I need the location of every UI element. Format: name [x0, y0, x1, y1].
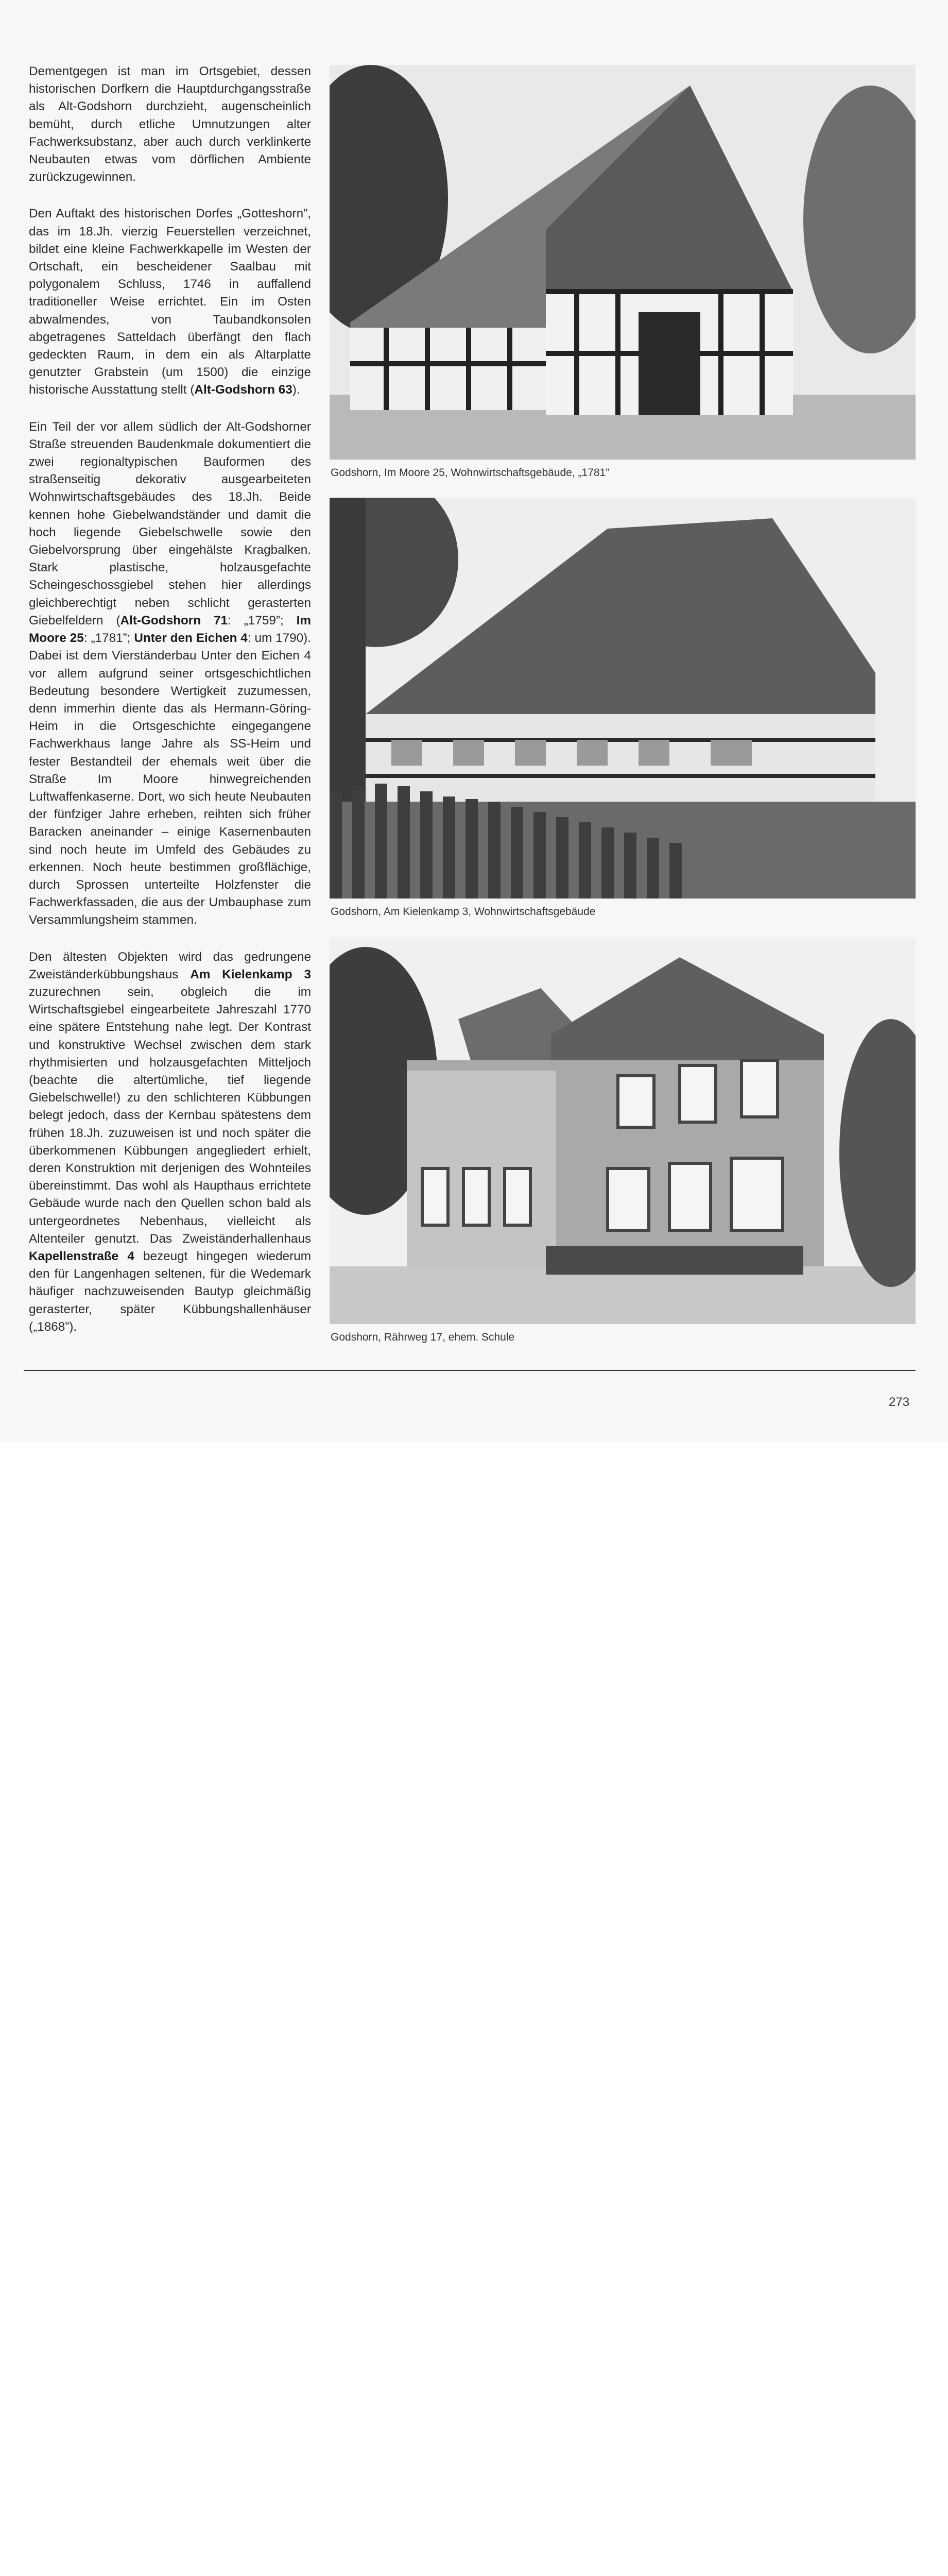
address-alt-godshorn-63: Alt-Godshorn 63 [194, 383, 292, 397]
text-column [29, 63, 311, 1355]
paragraph-3: Ein Teil der vor allem südlich der Alt-Godshorner Straße streuenden Baudenkmale dokumentiert die zwei regionaltypischen Bauformen des straßenseitig dekorativ ausgearbeiteten Wohnwirtschaftsgebäudes des 18.Jh. Beide kennen hohe Giebelwandständer und damit die hoch liegende Giebelschwelle sowie den Giebelvorsprung über eingehälste Kragbalken. Stark plastische, holzausgefachte Scheingeschossgiebel stehen hier allerdings gleichberechtigt neben schlicht gerasterten Giebelfeldern (Alt-Godshorn 71: „1759”; Im Moore 25: „1781”; Unter den Eichen 4: um 1790). Dabei ist dem Vierständerbau Unter den Eichen 4 vor allem aufgrund seiner ortsgeschichtlichen Bedeutung besondere Wertigkeit zuzumessen, denn immerhin diente das als Hermann-Göring-Heim in die Ortsgeschichte eingegangene Fachwerkhaus lange Jahre als SS-Heim und fester Bestandteil der ehemals weit über die Straße Im Moore hinwegreichenden Luftwaffenkaserne. Dort, wo sich heute Neubauten der fünfziger Jahre erheben, reihten sich früher Baracken aneinander – einige Kasernenbauten sind noch heute im Umfeld des Gebäudes zu erkennen. Noch heute bestimmen großflächige, durch Sprossen unterteilte Holzfenster die Fachwerkfassaden, die aus der Umbauphase zum Versammlungsheim stammen. [29, 419, 311, 927]
caption-photo-2: Godshorn, Am Kielenkamp 3, Wohnwirtschaftsgebäude [331, 906, 596, 918]
address-unter-den-eichen-4: Unter den Eichen 4 [134, 631, 248, 646]
footer-rule [24, 1370, 916, 1371]
paragraph-2: Den Auftakt des historischen Dorfes „Gotteshorn”, das im 18.Jh. vierzig Feuerstellen verzeichnet, bildet eine kleine Fachwerkkapelle im Westen der Ortschaft, ein bescheidener Saalbau mit polygonalem Schluss, 1746 in auffallend traditioneller Weise errichtet. Ein im Osten abwalmendes, von Taubandkonsolen abgetragenes Satteldach überfängt den flach gedeckten Raum, in dem ein als Altarplatte genutzter Grabstein (um 1500) die einzige historische Ausstattung stellt (Alt-Godshorn 63). [29, 207, 311, 397]
photo-im-moore-25 [330, 65, 916, 460]
paragraph-4: Den ältesten Objekten wird das gedrungene Zweiständerkübbungshaus Am Kielenkamp 3 zuzurechnen sein, obgleich die im Wirtschaftsgiebel eingearbeitete Jahreszahl 1770 eine spätere Entstehung nahe legt. Der Kontrast und konstruktive Wechsel zwischen dem stark rhythmisierten und holzausgefachten Mitteljoch (beachte die altertümliche, tief liegende Giebelschwelle!) zu den schlichteren Kübbungen belegt jedoch, dass der Kernbau spätestens dem frühen 18.Jh. zuzuweisen ist und noch später die überkommenen Kübbungen angegliedert erhielt, deren Konstruktion mit derjenigen des Wohnteiles übereinstimmt. Das wohl als Haupthaus errichtete Gebäude wurde nach den Quellen schon bald als untergeordnetes Nebenhaus, vielleicht als Altenteiler genutzt. Das Zweiständerhallenhaus Kapellenstraße 4 bezeugt hingegen wiederum den für Langenhagen seltenen, für die Wedemark häufiger nachzuweisenden Bautyp gleichmäßig gerasterter, später Kübbungshallenhäuser („1868”). [29, 950, 311, 1334]
caption-photo-1: Godshorn, Im Moore 25, Wohnwirtschaftsgebäude, „1781” [331, 467, 610, 479]
address-im-moore-25: Im Moore 25 [29, 613, 311, 646]
address-alt-godshorn-71: Alt-Godshorn 71 [120, 613, 228, 628]
paragraph-1: Dementgegen ist man im Ortsgebiet, dessen historischen Dorfkern die Hauptdurchgangsstraße als Alt-Godshorn durchzieht, augenscheinlich bemüht, durch etliche Umnutzungen alter Fachwerksubstanz, aber auch durch verklinkerte Neubauten etwas vom dörflichen Ambiente zurückzugewinnen. [29, 64, 311, 184]
viewer-footer [0, 1442, 948, 1511]
caption-photo-3: Godshorn, Rährweg 17, ehem. Schule [331, 1331, 515, 1343]
photo-am-kielenkamp-3 [330, 498, 916, 899]
photo-raehrweg-17 [330, 937, 916, 1324]
address-am-kielenkamp-3: Am Kielenkamp 3 [190, 967, 311, 981]
address-kapellenstrasse-4: Kapellenstraße 4 [29, 1249, 134, 1263]
page-number: 273 [889, 1395, 910, 1409]
